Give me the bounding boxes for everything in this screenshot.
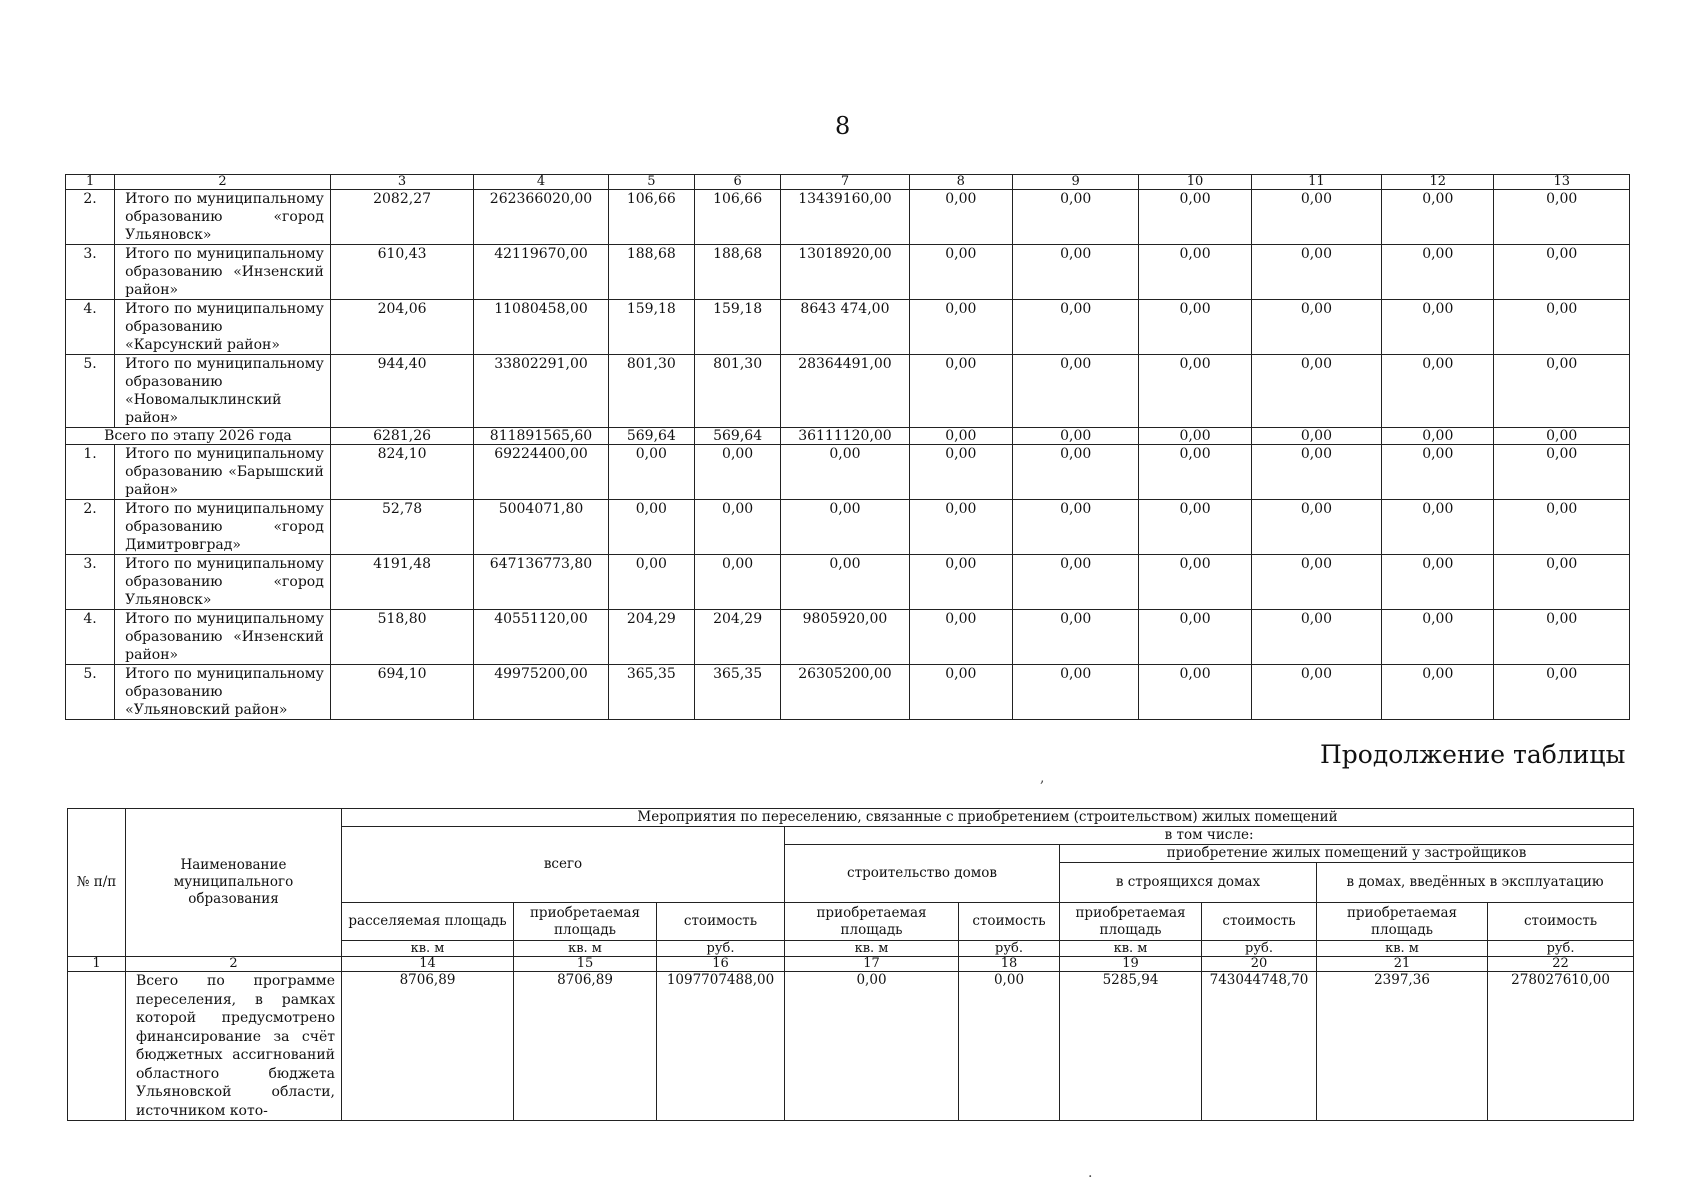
row-number: 5. — [66, 355, 115, 428]
column-index: 18 — [959, 957, 1060, 972]
cell-value: 0,00 — [909, 245, 1012, 300]
cell-value: 0,00 — [1382, 500, 1494, 555]
cell-value: 4191,48 — [330, 555, 473, 610]
cell-value: 204,29 — [694, 610, 780, 665]
column-index-row — [66, 175, 1630, 190]
column-index: 14 — [342, 957, 514, 972]
cell-value: 0,00 — [1382, 300, 1494, 355]
cell-value: 11080458,00 — [474, 300, 608, 355]
municipality-name: Итого по муниципальному образованию «Инзенский район» — [115, 245, 331, 300]
sub-header: приобретаемая площадь — [785, 903, 959, 941]
cell-value: 0,00 — [1494, 300, 1630, 355]
row-number: 3. — [66, 245, 115, 300]
cell-value: 0,00 — [1251, 355, 1381, 428]
group-title-header: Мероприятия по переселению, связанные с приобретением (строительством) жилых помещений — [342, 809, 1634, 827]
municipality-name: Итого по муниципальному образованию «Барышский район» — [115, 445, 331, 500]
column-index: 2 — [126, 957, 342, 972]
unit-label: кв. м — [1060, 941, 1202, 957]
scan-speck: , — [1040, 770, 1045, 786]
cell-value: 0,00 — [1494, 445, 1630, 500]
cell-value: 365,35 — [608, 665, 694, 720]
cell-value: 694,10 — [330, 665, 473, 720]
cell-value: 0,00 — [1494, 610, 1630, 665]
cell-value: 0,00 — [959, 972, 1060, 1121]
cell-value: 278027610,00 — [1488, 972, 1634, 1121]
cell-value: 0,00 — [1494, 190, 1630, 245]
table1-body — [66, 175, 1630, 720]
cell-value: 0,00 — [1139, 665, 1251, 720]
column-index: 1 — [68, 957, 126, 972]
cell-value: 0,00 — [1251, 428, 1381, 445]
cell-value: 5285,94 — [1060, 972, 1202, 1121]
cell-value: 106,66 — [608, 190, 694, 245]
municipality-name: Итого по муниципальному образованию «Карсунский район» — [115, 300, 331, 355]
cell-value: 0,00 — [1382, 245, 1494, 300]
col-name-header: Наименование муниципального образования — [126, 809, 342, 957]
cell-value: 69224400,00 — [474, 445, 608, 500]
stage-total-row — [66, 428, 1630, 445]
cell-value: 0,00 — [1012, 500, 1138, 555]
column-index: 22 — [1488, 957, 1634, 972]
including-header: в том числе: — [785, 827, 1634, 845]
cell-value: 0,00 — [1382, 610, 1494, 665]
cell-value: 0,00 — [1494, 355, 1630, 428]
cell-value: 0,00 — [785, 972, 959, 1121]
cell-value: 0,00 — [1012, 610, 1138, 665]
stage-total-label: Всего по этапу 2026 года — [66, 428, 331, 445]
cell-value: 0,00 — [1139, 555, 1251, 610]
column-index: 7 — [781, 175, 909, 190]
construction-header: строительство домов — [785, 845, 1060, 903]
cell-value: 262366020,00 — [474, 190, 608, 245]
column-index: 17 — [785, 957, 959, 972]
cell-value: 9805920,00 — [781, 610, 909, 665]
cell-value: 0,00 — [909, 428, 1012, 445]
total-header: всего — [342, 827, 785, 903]
unit-label: руб. — [1202, 941, 1317, 957]
cell-value: 5004071,80 — [474, 500, 608, 555]
col-num-header: № п/п — [68, 809, 126, 957]
cell-value: 0,00 — [694, 555, 780, 610]
cell-value: 0,00 — [608, 555, 694, 610]
column-index: 13 — [1494, 175, 1630, 190]
cell-value: 0,00 — [1382, 428, 1494, 445]
cell-value: 204,06 — [330, 300, 473, 355]
sub-header: стоимость — [657, 903, 785, 941]
resettlement-table-part2 — [67, 808, 1634, 1121]
unit-label: кв. м — [1317, 941, 1488, 957]
column-index: 1 — [66, 175, 115, 190]
cell-value: 0,00 — [1251, 665, 1381, 720]
sub-header: приобретаемая площадь — [1317, 903, 1488, 941]
cell-value: 569,64 — [608, 428, 694, 445]
cell-value: 188,68 — [694, 245, 780, 300]
column-index: 20 — [1202, 957, 1317, 972]
cell-value: 8706,89 — [514, 972, 657, 1121]
cell-value: 0,00 — [1382, 190, 1494, 245]
cell-value: 1097707488,00 — [657, 972, 785, 1121]
cell-value: 0,00 — [1012, 445, 1138, 500]
cell-value: 0,00 — [1494, 500, 1630, 555]
cell-value: 0,00 — [1012, 555, 1138, 610]
cell-value: 0,00 — [909, 355, 1012, 428]
column-index: 19 — [1060, 957, 1202, 972]
cell-value: 8643 474,00 — [781, 300, 909, 355]
cell-value: 801,30 — [608, 355, 694, 428]
cell-value: 0,00 — [1139, 190, 1251, 245]
municipality-name: Итого по муниципальному образованию «город Димитровград» — [115, 500, 331, 555]
cell-value: 0,00 — [909, 500, 1012, 555]
cell-value: 0,00 — [909, 190, 1012, 245]
data-row — [68, 972, 1634, 1121]
cell-value: 0,00 — [909, 300, 1012, 355]
cell-value: 0,00 — [1494, 665, 1630, 720]
cell-value: 944,40 — [330, 355, 473, 428]
cell-value: 0,00 — [1139, 300, 1251, 355]
cell-value: 0,00 — [1012, 300, 1138, 355]
cell-value: 0,00 — [909, 610, 1012, 665]
cell-value: 0,00 — [1251, 445, 1381, 500]
column-index: 3 — [330, 175, 473, 190]
cell-value: 801,30 — [694, 355, 780, 428]
cell-value: 0,00 — [1251, 610, 1381, 665]
cell-value: 610,43 — [330, 245, 473, 300]
column-index: 8 — [909, 175, 1012, 190]
cell-value: 647136773,80 — [474, 555, 608, 610]
cell-value: 6281,26 — [330, 428, 473, 445]
table-row — [66, 555, 1630, 610]
sub-header: приобретаемая площадь — [1060, 903, 1202, 941]
unit-label: руб. — [657, 941, 785, 957]
column-index: 5 — [608, 175, 694, 190]
cell-value: 365,35 — [694, 665, 780, 720]
cell-value: 0,00 — [1012, 665, 1138, 720]
municipality-name: Итого по муниципальному образованию «город Ульяновск» — [115, 555, 331, 610]
cell-value: 0,00 — [608, 445, 694, 500]
row-number: 4. — [66, 300, 115, 355]
row-number: 3. — [66, 555, 115, 610]
unit-label: руб. — [1488, 941, 1634, 957]
table-row — [66, 610, 1630, 665]
cell-value: 0,00 — [1012, 428, 1138, 445]
in-construction-header: в строящихся домах — [1060, 863, 1317, 903]
table-row — [66, 190, 1630, 245]
cell-value: 0,00 — [1139, 428, 1251, 445]
cell-value: 0,00 — [1382, 445, 1494, 500]
cell-value: 0,00 — [781, 500, 909, 555]
cell-value: 159,18 — [694, 300, 780, 355]
row-number — [68, 972, 126, 1121]
column-index: 11 — [1251, 175, 1381, 190]
cell-value: 0,00 — [1382, 555, 1494, 610]
cell-value: 0,00 — [1251, 300, 1381, 355]
cell-value: 0,00 — [1382, 665, 1494, 720]
table-row — [66, 500, 1630, 555]
unit-label: кв. м — [514, 941, 657, 957]
cell-value: 0,00 — [1139, 445, 1251, 500]
cell-value: 0,00 — [608, 500, 694, 555]
column-index: 15 — [514, 957, 657, 972]
cell-value: 0,00 — [909, 555, 1012, 610]
cell-value: 0,00 — [1251, 500, 1381, 555]
row-number: 5. — [66, 665, 115, 720]
column-index: 10 — [1139, 175, 1251, 190]
resettlement-table-part1 — [65, 174, 1630, 720]
row-number: 2. — [66, 190, 115, 245]
sub-header: расселяемая площадь — [342, 903, 514, 941]
cell-value: 36111120,00 — [781, 428, 909, 445]
program-total-name: Всего по программе переселения, в рамках которой предусмотрено финансирование за счёт бюджетных ассигнований областного бюджета Ульяновской области, источником кото- — [126, 972, 342, 1121]
unit-label: руб. — [959, 941, 1060, 957]
cell-value: 0,00 — [1139, 610, 1251, 665]
cell-value: 2082,27 — [330, 190, 473, 245]
cell-value: 569,64 — [694, 428, 780, 445]
cell-value: 49975200,00 — [474, 665, 608, 720]
column-index: 16 — [657, 957, 785, 972]
cell-value: 2397,36 — [1317, 972, 1488, 1121]
cell-value: 188,68 — [608, 245, 694, 300]
table-row — [66, 445, 1630, 500]
cell-value: 0,00 — [1139, 500, 1251, 555]
cell-value: 0,00 — [909, 665, 1012, 720]
cell-value: 28364491,00 — [781, 355, 909, 428]
row-number: 1. — [66, 445, 115, 500]
table-row — [66, 665, 1630, 720]
table-row — [66, 355, 1630, 428]
sub-header: стоимость — [1488, 903, 1634, 941]
cell-value: 824,10 — [330, 445, 473, 500]
cell-value: 811891565,60 — [474, 428, 608, 445]
cell-value: 0,00 — [781, 445, 909, 500]
column-index: 4 — [474, 175, 608, 190]
cell-value: 0,00 — [1139, 355, 1251, 428]
cell-value: 42119670,00 — [474, 245, 608, 300]
municipality-name: Итого по муниципальному образованию «Ульяновский район» — [115, 665, 331, 720]
cell-value: 13018920,00 — [781, 245, 909, 300]
municipality-name: Итого по муниципальному образованию «Инзенский район» — [115, 610, 331, 665]
cell-value: 743044748,70 — [1202, 972, 1317, 1121]
column-index: 12 — [1382, 175, 1494, 190]
cell-value: 0,00 — [1251, 245, 1381, 300]
cell-value: 0,00 — [1012, 245, 1138, 300]
cell-value: 204,29 — [608, 610, 694, 665]
cell-value: 0,00 — [1251, 555, 1381, 610]
cell-value: 0,00 — [1494, 555, 1630, 610]
row-number: 2. — [66, 500, 115, 555]
column-index: 21 — [1317, 957, 1488, 972]
cell-value: 8706,89 — [342, 972, 514, 1121]
cell-value: 0,00 — [781, 555, 909, 610]
unit-label: кв. м — [342, 941, 514, 957]
cell-value: 13439160,00 — [781, 190, 909, 245]
purchase-header: приобретение жилых помещений у застройщиков — [1060, 845, 1634, 863]
municipality-name: Итого по муниципальному образованию «город Ульяновск» — [115, 190, 331, 245]
unit-label: кв. м — [785, 941, 959, 957]
cell-value: 52,78 — [330, 500, 473, 555]
sub-header: стоимость — [1202, 903, 1317, 941]
cell-value: 0,00 — [909, 445, 1012, 500]
table-row — [66, 245, 1630, 300]
cell-value: 0,00 — [1494, 428, 1630, 445]
table-continuation-caption: Продолжение таблицы — [1320, 740, 1626, 769]
column-index: 9 — [1012, 175, 1138, 190]
cell-value: 0,00 — [1012, 190, 1138, 245]
cell-value: 0,00 — [694, 445, 780, 500]
in-operation-header: в домах, введённых в эксплуатацию — [1317, 863, 1634, 903]
cell-value: 0,00 — [694, 500, 780, 555]
cell-value: 33802291,00 — [474, 355, 608, 428]
cell-value: 106,66 — [694, 190, 780, 245]
cell-value: 0,00 — [1251, 190, 1381, 245]
scan-speck: . — [1088, 1165, 1093, 1181]
column-index: 2 — [115, 175, 331, 190]
sub-header: приобретаемая площадь — [514, 903, 657, 941]
municipality-name: Итого по муниципальному образованию «Новомалыклинский район» — [115, 355, 331, 428]
column-index-row — [68, 957, 1634, 972]
cell-value: 40551120,00 — [474, 610, 608, 665]
page-number: 8 — [835, 112, 851, 140]
column-index: 6 — [694, 175, 780, 190]
cell-value: 26305200,00 — [781, 665, 909, 720]
table-row — [66, 300, 1630, 355]
cell-value: 0,00 — [1494, 245, 1630, 300]
cell-value: 0,00 — [1139, 245, 1251, 300]
sub-header: стоимость — [959, 903, 1060, 941]
cell-value: 0,00 — [1012, 355, 1138, 428]
cell-value: 0,00 — [1382, 355, 1494, 428]
row-number: 4. — [66, 610, 115, 665]
cell-value: 518,80 — [330, 610, 473, 665]
cell-value: 159,18 — [608, 300, 694, 355]
